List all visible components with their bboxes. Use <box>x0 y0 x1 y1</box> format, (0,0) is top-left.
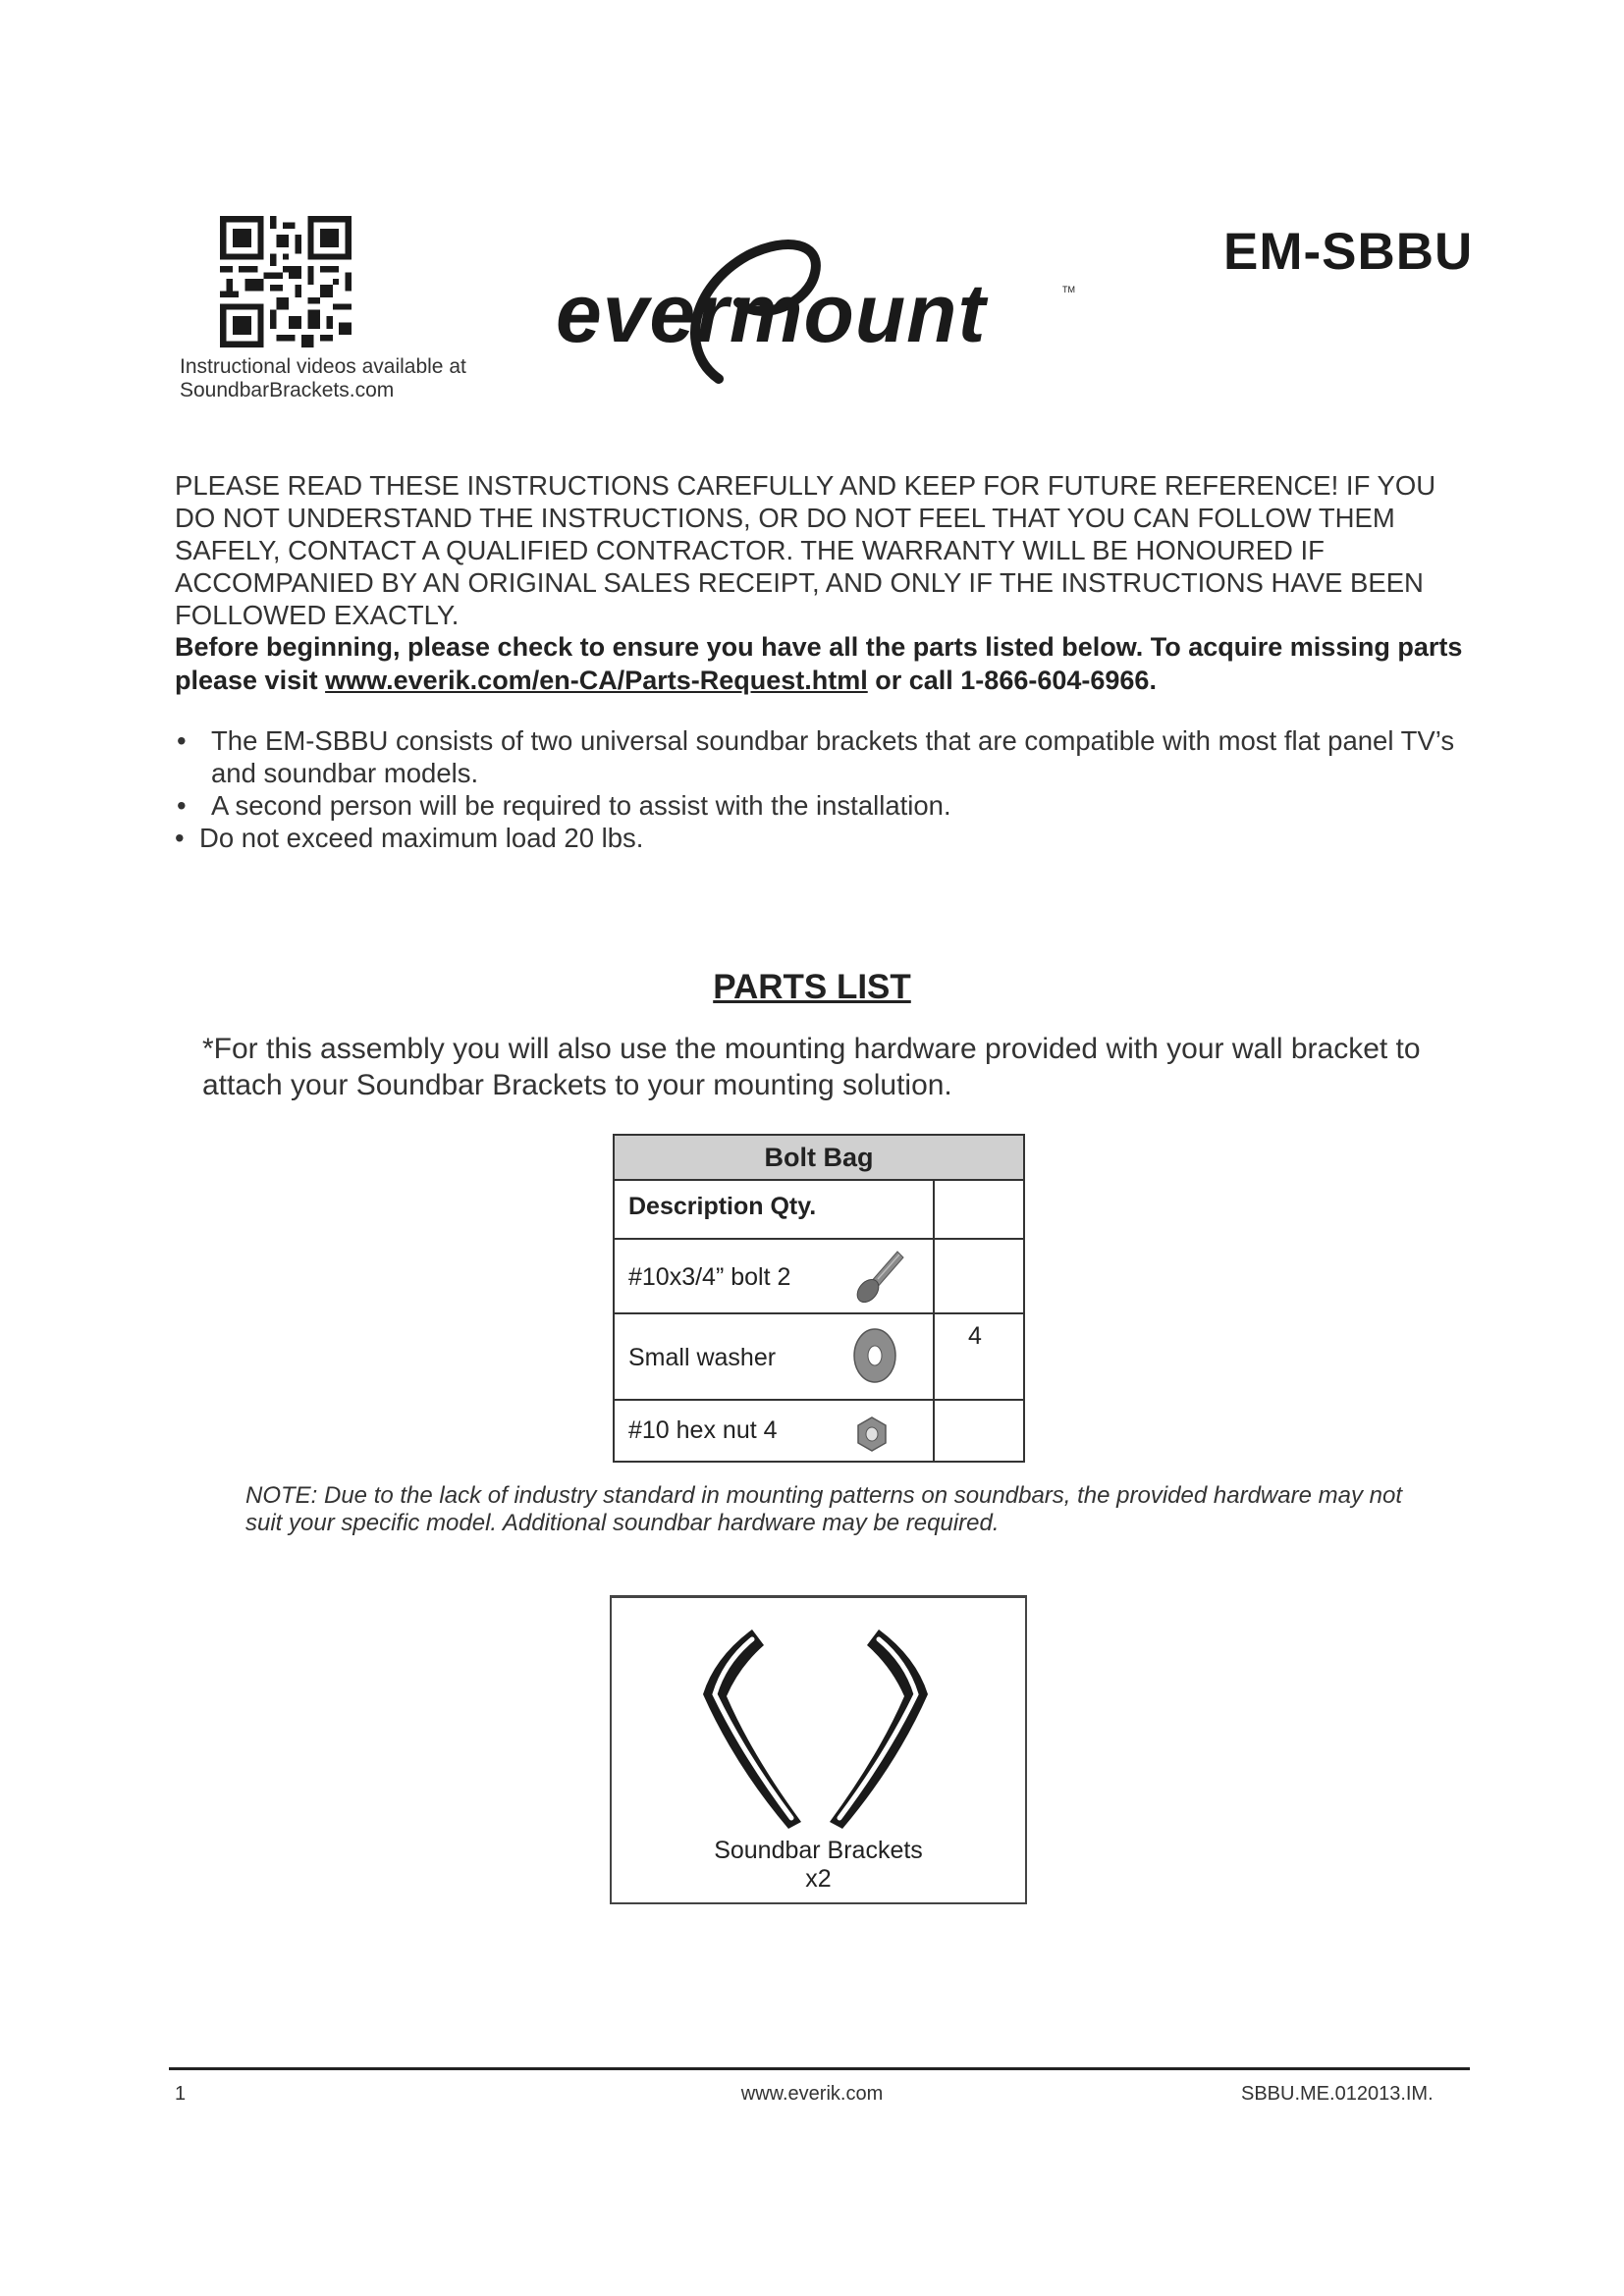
svg-text:evermount: evermount <box>556 267 987 359</box>
brackets-caption <box>612 1837 1025 1894</box>
parts-list-title: PARTS LIST <box>713 968 911 1006</box>
footer-website: www.everik.com <box>740 2083 884 2105</box>
bolt-bag-title: Bolt Bag <box>615 1136 1023 1181</box>
bullet-icon: • <box>177 790 187 821</box>
qr-caption <box>180 355 466 402</box>
hardware-note: NOTE: Due to the lack of industry standard in mounting patterns on soundbars, the provided hardware may not suit your specific model. Additional soundbar hardware may be required. <box>245 1482 1402 1536</box>
bullet-list <box>175 724 1471 854</box>
bolt-bag-table <box>613 1134 1025 1463</box>
hex-nut-icon <box>854 1415 890 1454</box>
table-header: Description Qty. <box>628 1193 817 1220</box>
row-divider <box>615 1399 1023 1401</box>
column-divider <box>933 1181 935 1463</box>
document-code: SBBU.ME.012013.IM. <box>1241 2083 1434 2105</box>
parts-request-link[interactable]: www.everik.com/en-CA/Parts-Request.html <box>325 666 868 695</box>
evermount-logo <box>552 234 1077 386</box>
bullet-icon: • <box>177 725 187 756</box>
page-number: 1 <box>175 2083 187 2105</box>
soundbar-brackets-box <box>610 1595 1027 1904</box>
bullet-icon: • <box>175 823 185 853</box>
row-divider <box>615 1238 1023 1240</box>
list-item: • The EM-SBBU consists of two universal soundbar brackets that are compatible with most flat panel TV’s and soundbar models. <box>177 725 1455 788</box>
parts-check-note <box>175 630 1490 697</box>
check-text: Before beginning, please check to ensure you have all the parts listed below. To acquire missing parts please visit <box>175 632 1463 695</box>
qr-caption-line1: Instructional videos available at <box>180 355 466 378</box>
soundbar-brackets-illustration <box>695 1618 936 1839</box>
assembly-note: *For this assembly you will also use the mounting hardware provided with your wall bracket to attach your Soundbar Brackets to your mounting solution. <box>202 1033 1421 1101</box>
call-text: or call 1-866-604-6966. <box>867 666 1157 695</box>
svg-text:TM: TM <box>1062 285 1075 294</box>
brackets-quantity: x2 <box>805 1865 832 1893</box>
qr-caption-line2: SoundbarBrackets.com <box>180 379 395 401</box>
hex-nut-row-label: #10 hex nut 4 <box>628 1416 778 1444</box>
qr-code <box>220 216 352 347</box>
list-item: • A second person will be required to assist with the installation. <box>177 790 951 821</box>
bolt-icon <box>848 1246 907 1307</box>
footer-divider <box>169 2067 1470 2070</box>
washer-icon <box>850 1324 899 1387</box>
bolt-row-label: #10x3/4” bolt 2 <box>628 1263 791 1291</box>
washer-quantity: 4 <box>968 1322 982 1350</box>
warning-paragraph: PLEASE READ THESE INSTRUCTIONS CAREFULLY AND KEEP FOR FUTURE REFERENCE! IF YOU DO NOT UNDERSTAND THE INSTRUCTIONS, OR DO NOT FEEL THAT YOU CAN FOLLOW THEM SAFELY, CONTACT A QUALIFIED CONTRACTOR. THE WARRANTY WILL BE HONOURED IF ACCOMPANIED BY AN ORIGINAL SALES RECEIPT, AND ONLY IF THE INSTRUCTIONS HAVE BEEN FOLLOWED EXACTLY. <box>175 470 1436 630</box>
list-item: • Do not exceed maximum load 20 lbs. <box>175 823 644 853</box>
washer-row-label: Small washer <box>628 1344 777 1371</box>
row-divider <box>615 1312 1023 1314</box>
model-number: EM-SBBU <box>1223 223 1474 281</box>
brackets-label: Soundbar Brackets <box>714 1837 923 1864</box>
